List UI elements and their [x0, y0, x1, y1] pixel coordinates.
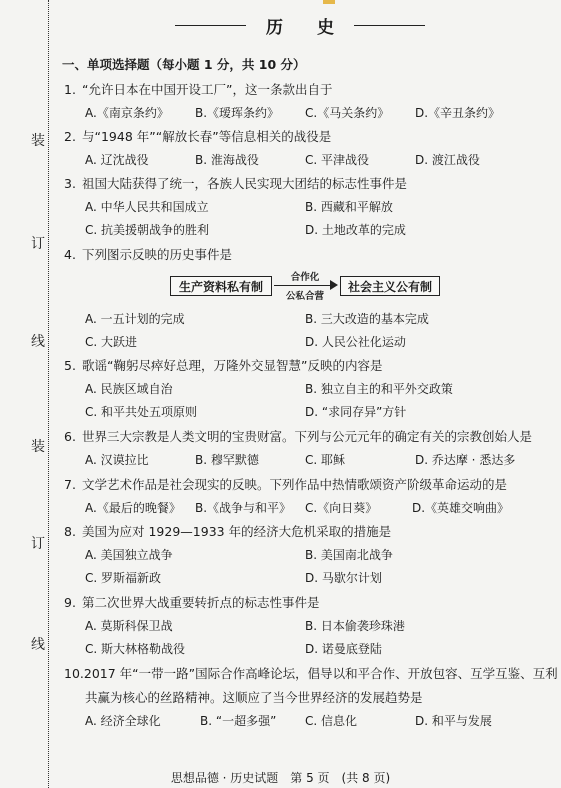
option: D. 土地改革的完成 [305, 223, 406, 237]
question-6 [64, 427, 532, 445]
binding-char: 线 [31, 637, 45, 653]
question-9 [64, 593, 320, 611]
question-number: 5. [64, 358, 76, 373]
question-text: 第二次世界大战重要转折点的标志性事件是 [82, 595, 320, 610]
option: D. 马歇尔计划 [305, 571, 382, 585]
option: B. 淮海战役 [195, 153, 259, 167]
option: B. 穆罕默德 [195, 453, 259, 467]
binding-char: 订 [31, 236, 45, 252]
option: C. 抗美援朝战争的胜利 [85, 223, 210, 237]
option: A. 中华人民共和国成立 [85, 200, 209, 214]
option: C. 耶稣 [305, 453, 346, 467]
question-number: 8. [64, 524, 76, 539]
option: A. 一五计划的完成 [85, 312, 185, 326]
binding-char: 装 [31, 439, 45, 455]
option: B. 三大改造的基本完成 [305, 312, 429, 326]
option: D. 诺曼底登陆 [305, 642, 382, 656]
question-3 [64, 174, 407, 192]
question-8 [64, 522, 391, 540]
page-title-row [175, 14, 425, 36]
ownership-diagram [170, 274, 440, 300]
option: B. “一超多强” [200, 714, 277, 728]
option: D. 和平与发展 [415, 714, 492, 728]
question-text: 世界三大宗教是人类文明的宝贵财富。下列与公元元年的确定有关的宗教创始人是 [82, 429, 533, 444]
question-text: 美国为应对 1929—1933 年的经济大危机采取的措施是 [82, 524, 392, 539]
title-rule-left [175, 25, 246, 26]
question-10-continued: 共赢为核心的丝路精神。这顺应了当今世界经济的发展趋势是 [85, 690, 423, 705]
binding-char: 订 [31, 536, 45, 552]
option: A. 莫斯科保卫战 [85, 619, 173, 633]
question-number: 9. [64, 595, 76, 610]
question-text: 下列图示反映的历史事件是 [82, 247, 233, 262]
page-title: 历 史 [266, 17, 348, 38]
option: D.《辛丑条约》 [415, 106, 501, 120]
option: B. 美国南北战争 [305, 548, 393, 562]
binding-char: 线 [31, 334, 45, 350]
option: A. 经济全球化 [85, 714, 161, 728]
arrow-line [274, 285, 332, 286]
question-text: 文学艺术作品是社会现实的反映。下列作品中热情歌颂资产阶级革命运动的是 [82, 477, 508, 492]
option: B. 西藏和平解放 [305, 200, 393, 214]
option: D.《英雄交响曲》 [412, 501, 510, 515]
option: A. 美国独立战争 [85, 548, 173, 562]
option: D. 渡江战役 [415, 153, 480, 167]
question-text: “允许日本在中国开设工厂”，这一条款出自于 [82, 82, 333, 97]
question-7 [64, 475, 507, 493]
question-2 [64, 127, 331, 145]
question-number: 10. [64, 666, 84, 681]
option: B. 日本偷袭珍珠港 [305, 619, 405, 633]
binding-char: 装 [31, 133, 45, 149]
option: D. 乔达摩 · 悉达多 [415, 453, 516, 467]
question-4 [64, 245, 232, 263]
section-heading: 一、单项选择题（每小题 1 分，共 10 分） [62, 57, 306, 72]
arrow-label-bottom: 公私合营 [285, 291, 324, 302]
diagram-box-right: 社会主义公有制 [340, 276, 440, 296]
option: D. 人民公社化运动 [305, 335, 406, 349]
question-text: 与“1948 年”“解放长春”等信息相关的战役是 [82, 129, 332, 144]
page-footer: 思想品德 · 历史试题 第 5 页 (共 8 页) [170, 771, 391, 785]
option: C.《向日葵》 [305, 501, 378, 515]
option: A.《最后的晚餐》 [85, 501, 181, 515]
option: C. 和平共处五项原则 [85, 405, 198, 419]
option: B. 独立自主的和平外交政策 [305, 382, 453, 396]
option: D. “求同存异”方针 [305, 405, 407, 419]
question-text: 祖国大陆获得了统一，各族人民实现大团结的标志性事件是 [82, 176, 408, 191]
question-10 [64, 664, 558, 682]
option: A. 汉谟拉比 [85, 453, 149, 467]
question-text: 2017 年“一带一路”国际合作高峰论坛，倡导以和平合作、开放包容、互学互鉴、互利 [83, 666, 558, 681]
option: A. 辽沈战役 [85, 153, 149, 167]
question-number: 3. [64, 176, 76, 191]
option: B.《战争与和平》 [195, 501, 292, 515]
question-number: 2. [64, 129, 76, 144]
question-text: 歌谣“鞠躬尽瘁好总理，万隆外交显智慧”反映的内容是 [82, 358, 383, 373]
binding-line [48, 0, 49, 788]
option: C. 大跃进 [85, 335, 138, 349]
option: A. 民族区域自治 [85, 382, 173, 396]
question-number: 1. [64, 82, 76, 97]
option: C. 信息化 [305, 714, 358, 728]
question-number: 7. [64, 477, 76, 492]
option: C.《马关条约》 [305, 106, 390, 120]
header-mark [323, 0, 335, 4]
diagram-box-left: 生产资料私有制 [170, 276, 272, 296]
option: A.《南京条约》 [85, 106, 169, 120]
arrow-label-top: 合作化 [290, 272, 320, 283]
question-1 [64, 80, 332, 98]
option: C. 罗斯福新政 [85, 571, 162, 585]
option: C. 斯大林格勒战役 [85, 642, 186, 656]
question-number: 6. [64, 429, 76, 444]
question-number: 4. [64, 247, 76, 262]
option: C. 平津战役 [305, 153, 370, 167]
option: B.《瑷珲条约》 [195, 106, 280, 120]
title-rule-right [354, 25, 425, 26]
question-5 [64, 356, 382, 374]
